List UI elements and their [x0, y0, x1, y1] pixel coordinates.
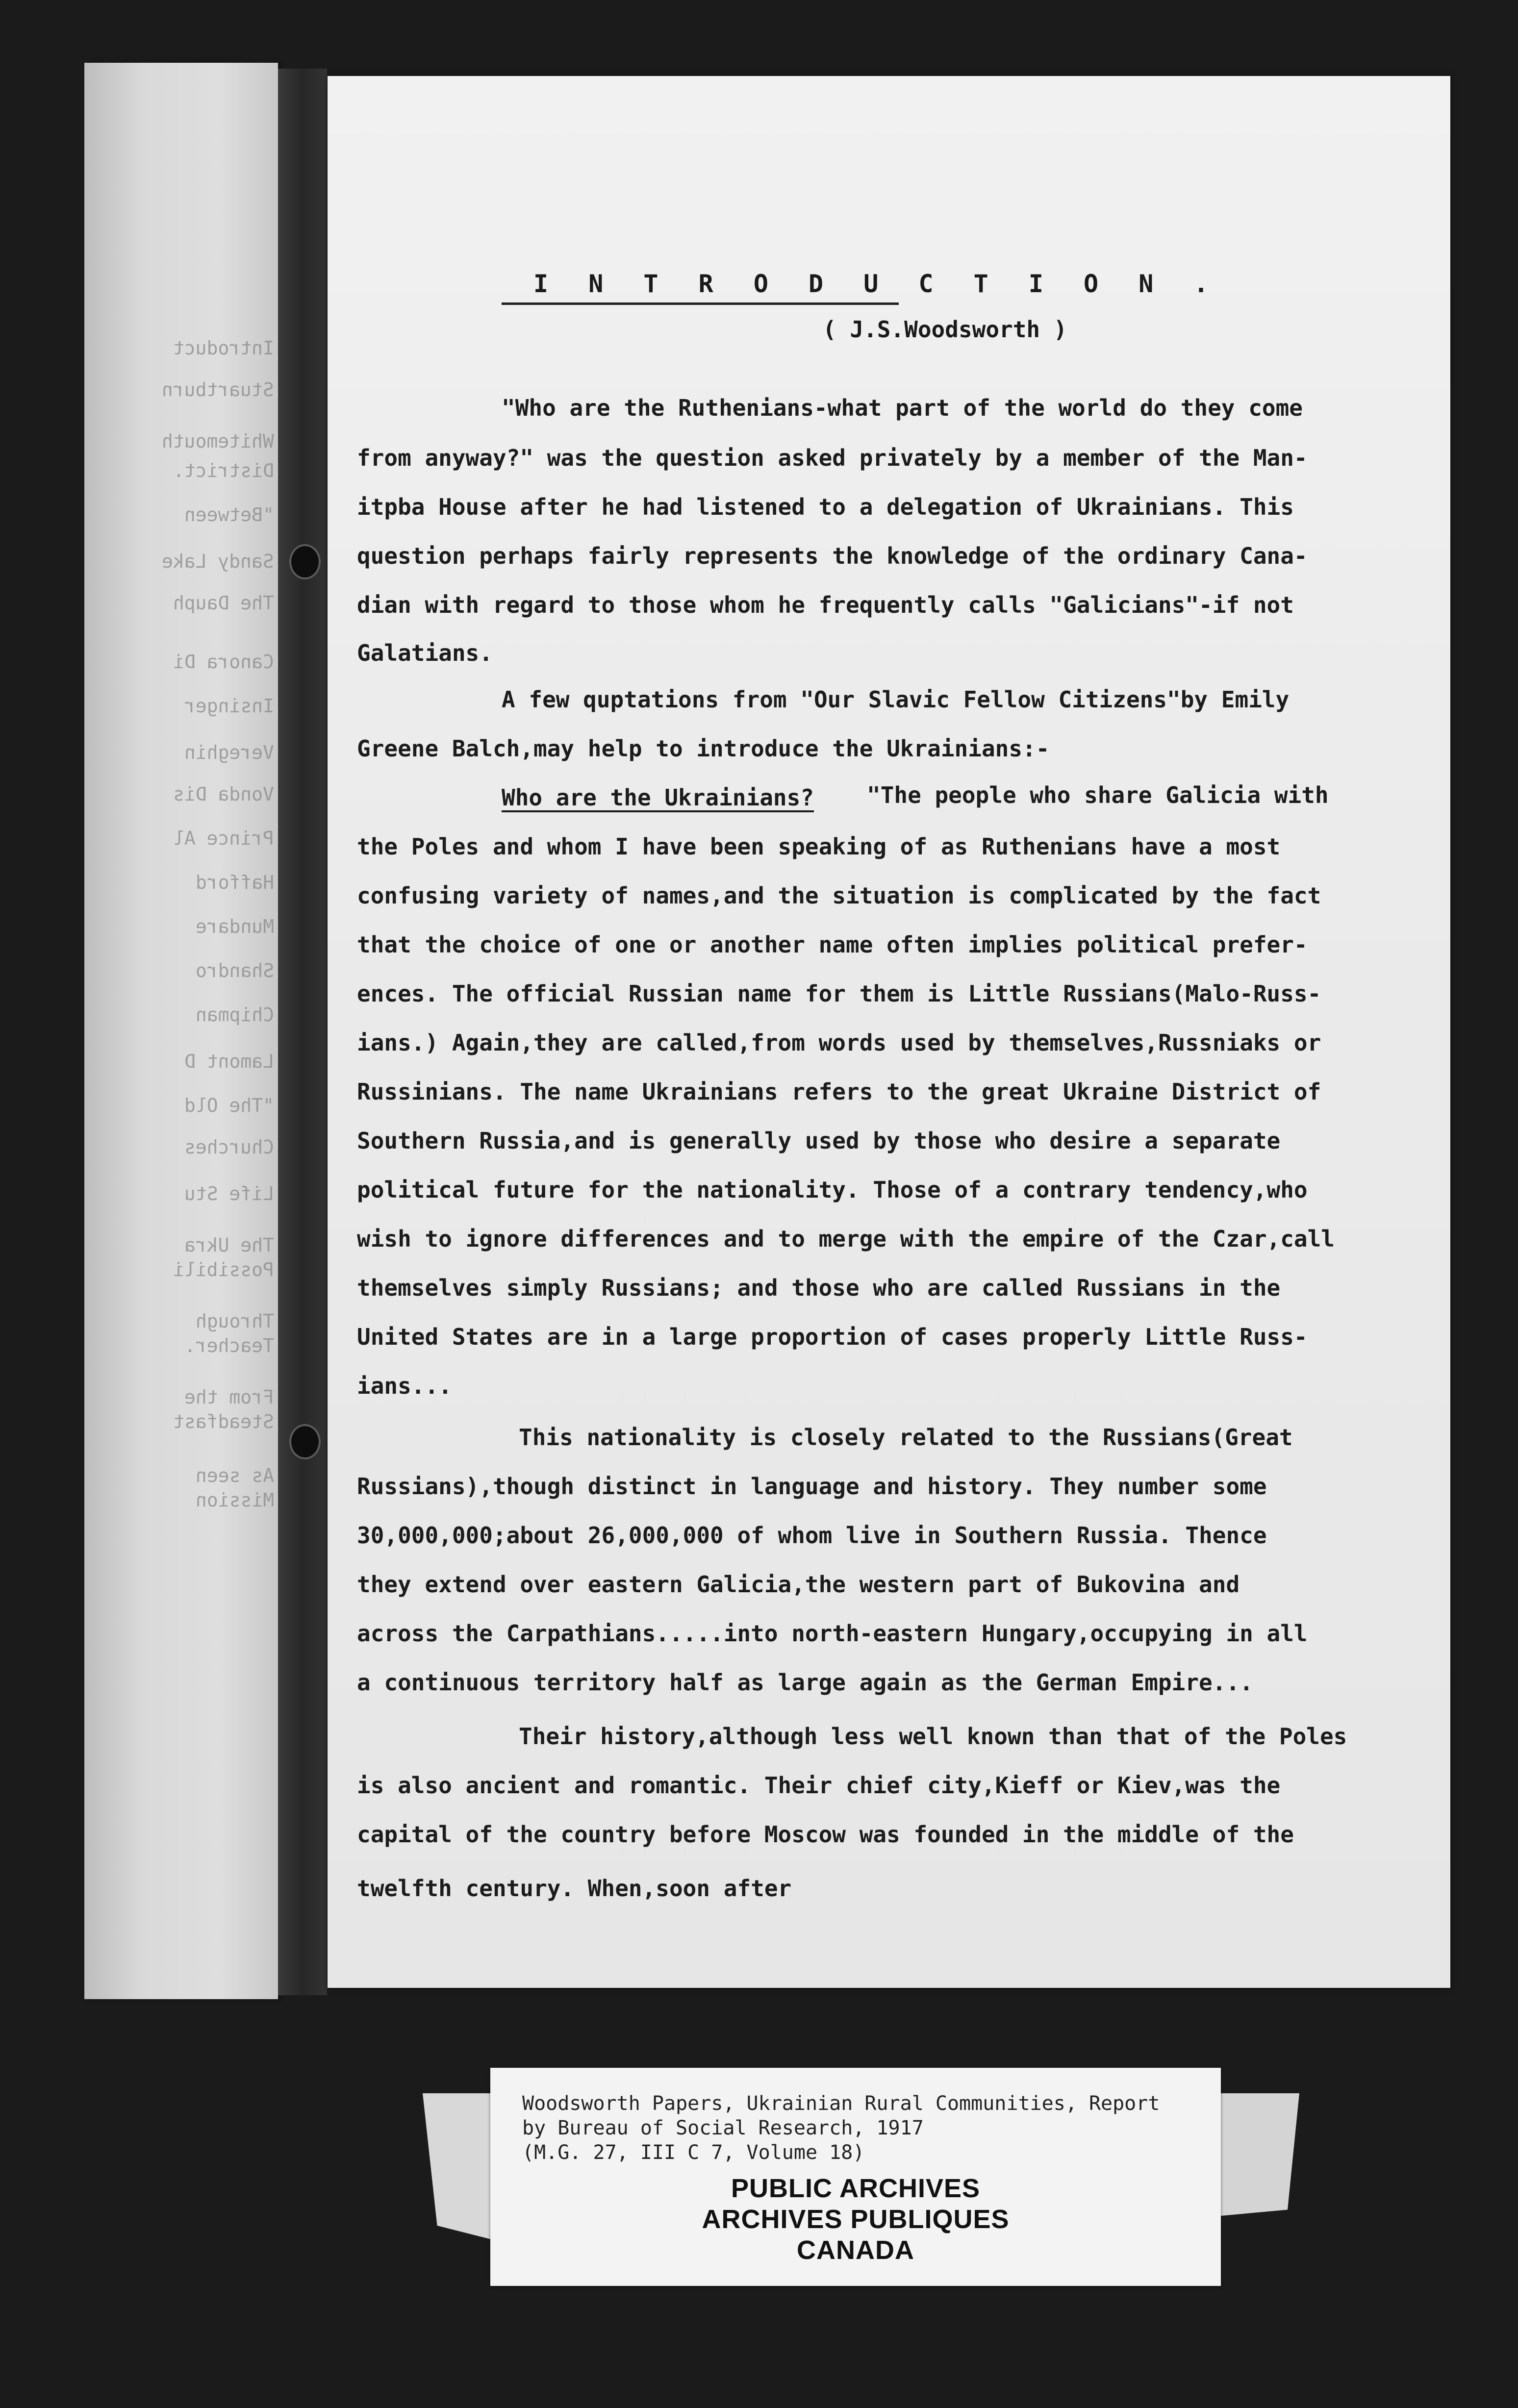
- strip-line: Life Stu: [184, 1183, 274, 1204]
- strip-line: Introduct: [173, 337, 274, 359]
- page-title: I N T R O D U C T I O N .: [533, 270, 1221, 298]
- text-line: a continuous territory half as large again as the German Empire...: [357, 1669, 1253, 1696]
- punch-hole: [289, 1424, 321, 1459]
- strip-line: Whitemouth: [162, 430, 274, 452]
- strip-line: Mundare: [195, 916, 274, 937]
- text-line: they extend over eastern Galicia,the western part of Bukovina and: [357, 1571, 1240, 1598]
- text-line: twelfth century. When,soon after: [357, 1875, 792, 1902]
- strip-line: Through: [195, 1310, 274, 1332]
- strip-line: Possibili: [173, 1259, 274, 1280]
- text-line: the Poles and whom I have been speaking of as Ruthenians have a most: [357, 833, 1281, 860]
- text-line: Russinians. The name Ukrainians refers to the great Ukraine District of: [357, 1079, 1321, 1105]
- left-page-strip: [84, 63, 278, 1999]
- strip-line: "Between: [184, 504, 274, 526]
- text-line: capital of the country before Moscow was founded in the middle of the: [357, 1821, 1294, 1848]
- text-line: political future for the nationality. Those of a contrary tendency,who: [357, 1177, 1308, 1203]
- text-line: dian with regard to those whom he frequently calls "Galicians"-if not: [357, 592, 1294, 618]
- typed-page: [328, 76, 1450, 1988]
- strip-line: Prince Al: [173, 828, 274, 849]
- strip-line: Steadfast: [173, 1411, 274, 1432]
- text-line: across the Carpathians.....into north-eastern Hungary,occupying in all: [357, 1620, 1308, 1647]
- archive-name-fr: ARCHIVES PUBLIQUES: [702, 2205, 1010, 2234]
- strip-line: The Ukra: [184, 1234, 274, 1256]
- label-right-tab: [1221, 2093, 1299, 2216]
- strip-line: Sandy Lake: [162, 551, 274, 572]
- strip-line: Teacher.: [184, 1335, 274, 1356]
- text-line: question perhaps fairly represents the knowledge of the ordinary Cana-: [357, 543, 1308, 569]
- label-citation-line: (M.G. 27, III C 7, Volume 18): [522, 2141, 865, 2164]
- label-citation-line: Woodsworth Papers, Ukrainian Rural Communities, Report: [522, 2092, 1160, 2115]
- archive-name-en: PUBLIC ARCHIVES: [731, 2174, 981, 2203]
- text-line: 30,000,000;about 26,000,000 of whom live in Southern Russia. Thence: [357, 1522, 1267, 1549]
- text-line: ians.) Again,they are called,from words used by themselves,Russniaks or: [357, 1029, 1321, 1056]
- text-line: itpba House after he had listened to a delegation of Ukrainians. This: [357, 494, 1294, 520]
- text-line: Their history,although less well known than that of the Poles: [519, 1723, 1347, 1750]
- title-underline: [502, 302, 899, 305]
- strip-line: Insinger: [184, 695, 274, 717]
- text-line: "The people who share Galicia with: [867, 782, 1329, 808]
- strip-line: Canora Di: [173, 651, 274, 673]
- text-line: from anyway?" was the question asked privately by a member of the Man-: [357, 445, 1308, 471]
- archive-label-card: [490, 2068, 1221, 2286]
- strip-line: District.: [173, 460, 274, 481]
- text-line: that the choice of one or another name often implies political prefer-: [357, 931, 1308, 958]
- strip-line: Shandro: [195, 960, 274, 981]
- strip-line: "The Old: [184, 1095, 274, 1116]
- text-line: "Who are the Ruthenians-what part of the world do they come: [502, 395, 1303, 421]
- strip-line: Hafford: [195, 872, 274, 893]
- text-line: wish to ignore differences and to merge with the empire of the Czar,call: [357, 1226, 1335, 1252]
- author-line: ( J.S.Woodsworth ): [823, 316, 1067, 343]
- strip-line: Vereghin: [184, 742, 274, 763]
- text-line: Galatians.: [357, 640, 493, 666]
- strip-line: Churches: [184, 1136, 274, 1158]
- label-citation-line: by Bureau of Social Research, 1917: [522, 2117, 924, 2139]
- text-line: Southern Russia,and is generally used by those who desire a separate: [357, 1128, 1281, 1154]
- strip-line: Stuartburn: [162, 379, 274, 401]
- text-line: ians...: [357, 1373, 452, 1399]
- strip-line: Lamont D: [184, 1051, 274, 1072]
- text-line: Russians),though distinct in language and history. They number some: [357, 1473, 1267, 1500]
- text-line: This nationality is closely related to the Russians(Great: [519, 1424, 1293, 1451]
- text-line: Greene Balch,may help to introduce the Ukrainians:-: [357, 735, 1050, 762]
- punch-hole: [289, 544, 321, 579]
- section-subheading: Who are the Ukrainians?: [502, 784, 814, 811]
- text-line: A few quptations from "Our Slavic Fellow Citizens"by Emily: [502, 686, 1290, 713]
- archive-country: CANADA: [797, 2235, 914, 2265]
- strip-line: Mission: [195, 1489, 274, 1511]
- strip-line: As seen: [195, 1465, 274, 1486]
- page-spine: [278, 69, 327, 1995]
- text-line: is also ancient and romantic. Their chief city,Kieff or Kiev,was the: [357, 1772, 1281, 1799]
- text-line: themselves simply Russians; and those who are called Russians in the: [357, 1275, 1281, 1301]
- left-strip-text: [84, 337, 278, 1759]
- strip-line: Chipman: [195, 1004, 274, 1026]
- text-line: ences. The official Russian name for them is Little Russians(Malo-Russ-: [357, 980, 1321, 1007]
- strip-line: From the: [184, 1386, 274, 1408]
- text-line: confusing variety of names,and the situation is complicated by the fact: [357, 882, 1321, 909]
- strip-line: Vonda Dis: [173, 783, 274, 805]
- text-line: United States are in a large proportion of cases properly Little Russ-: [357, 1324, 1308, 1350]
- strip-line: The Dauph: [173, 592, 274, 614]
